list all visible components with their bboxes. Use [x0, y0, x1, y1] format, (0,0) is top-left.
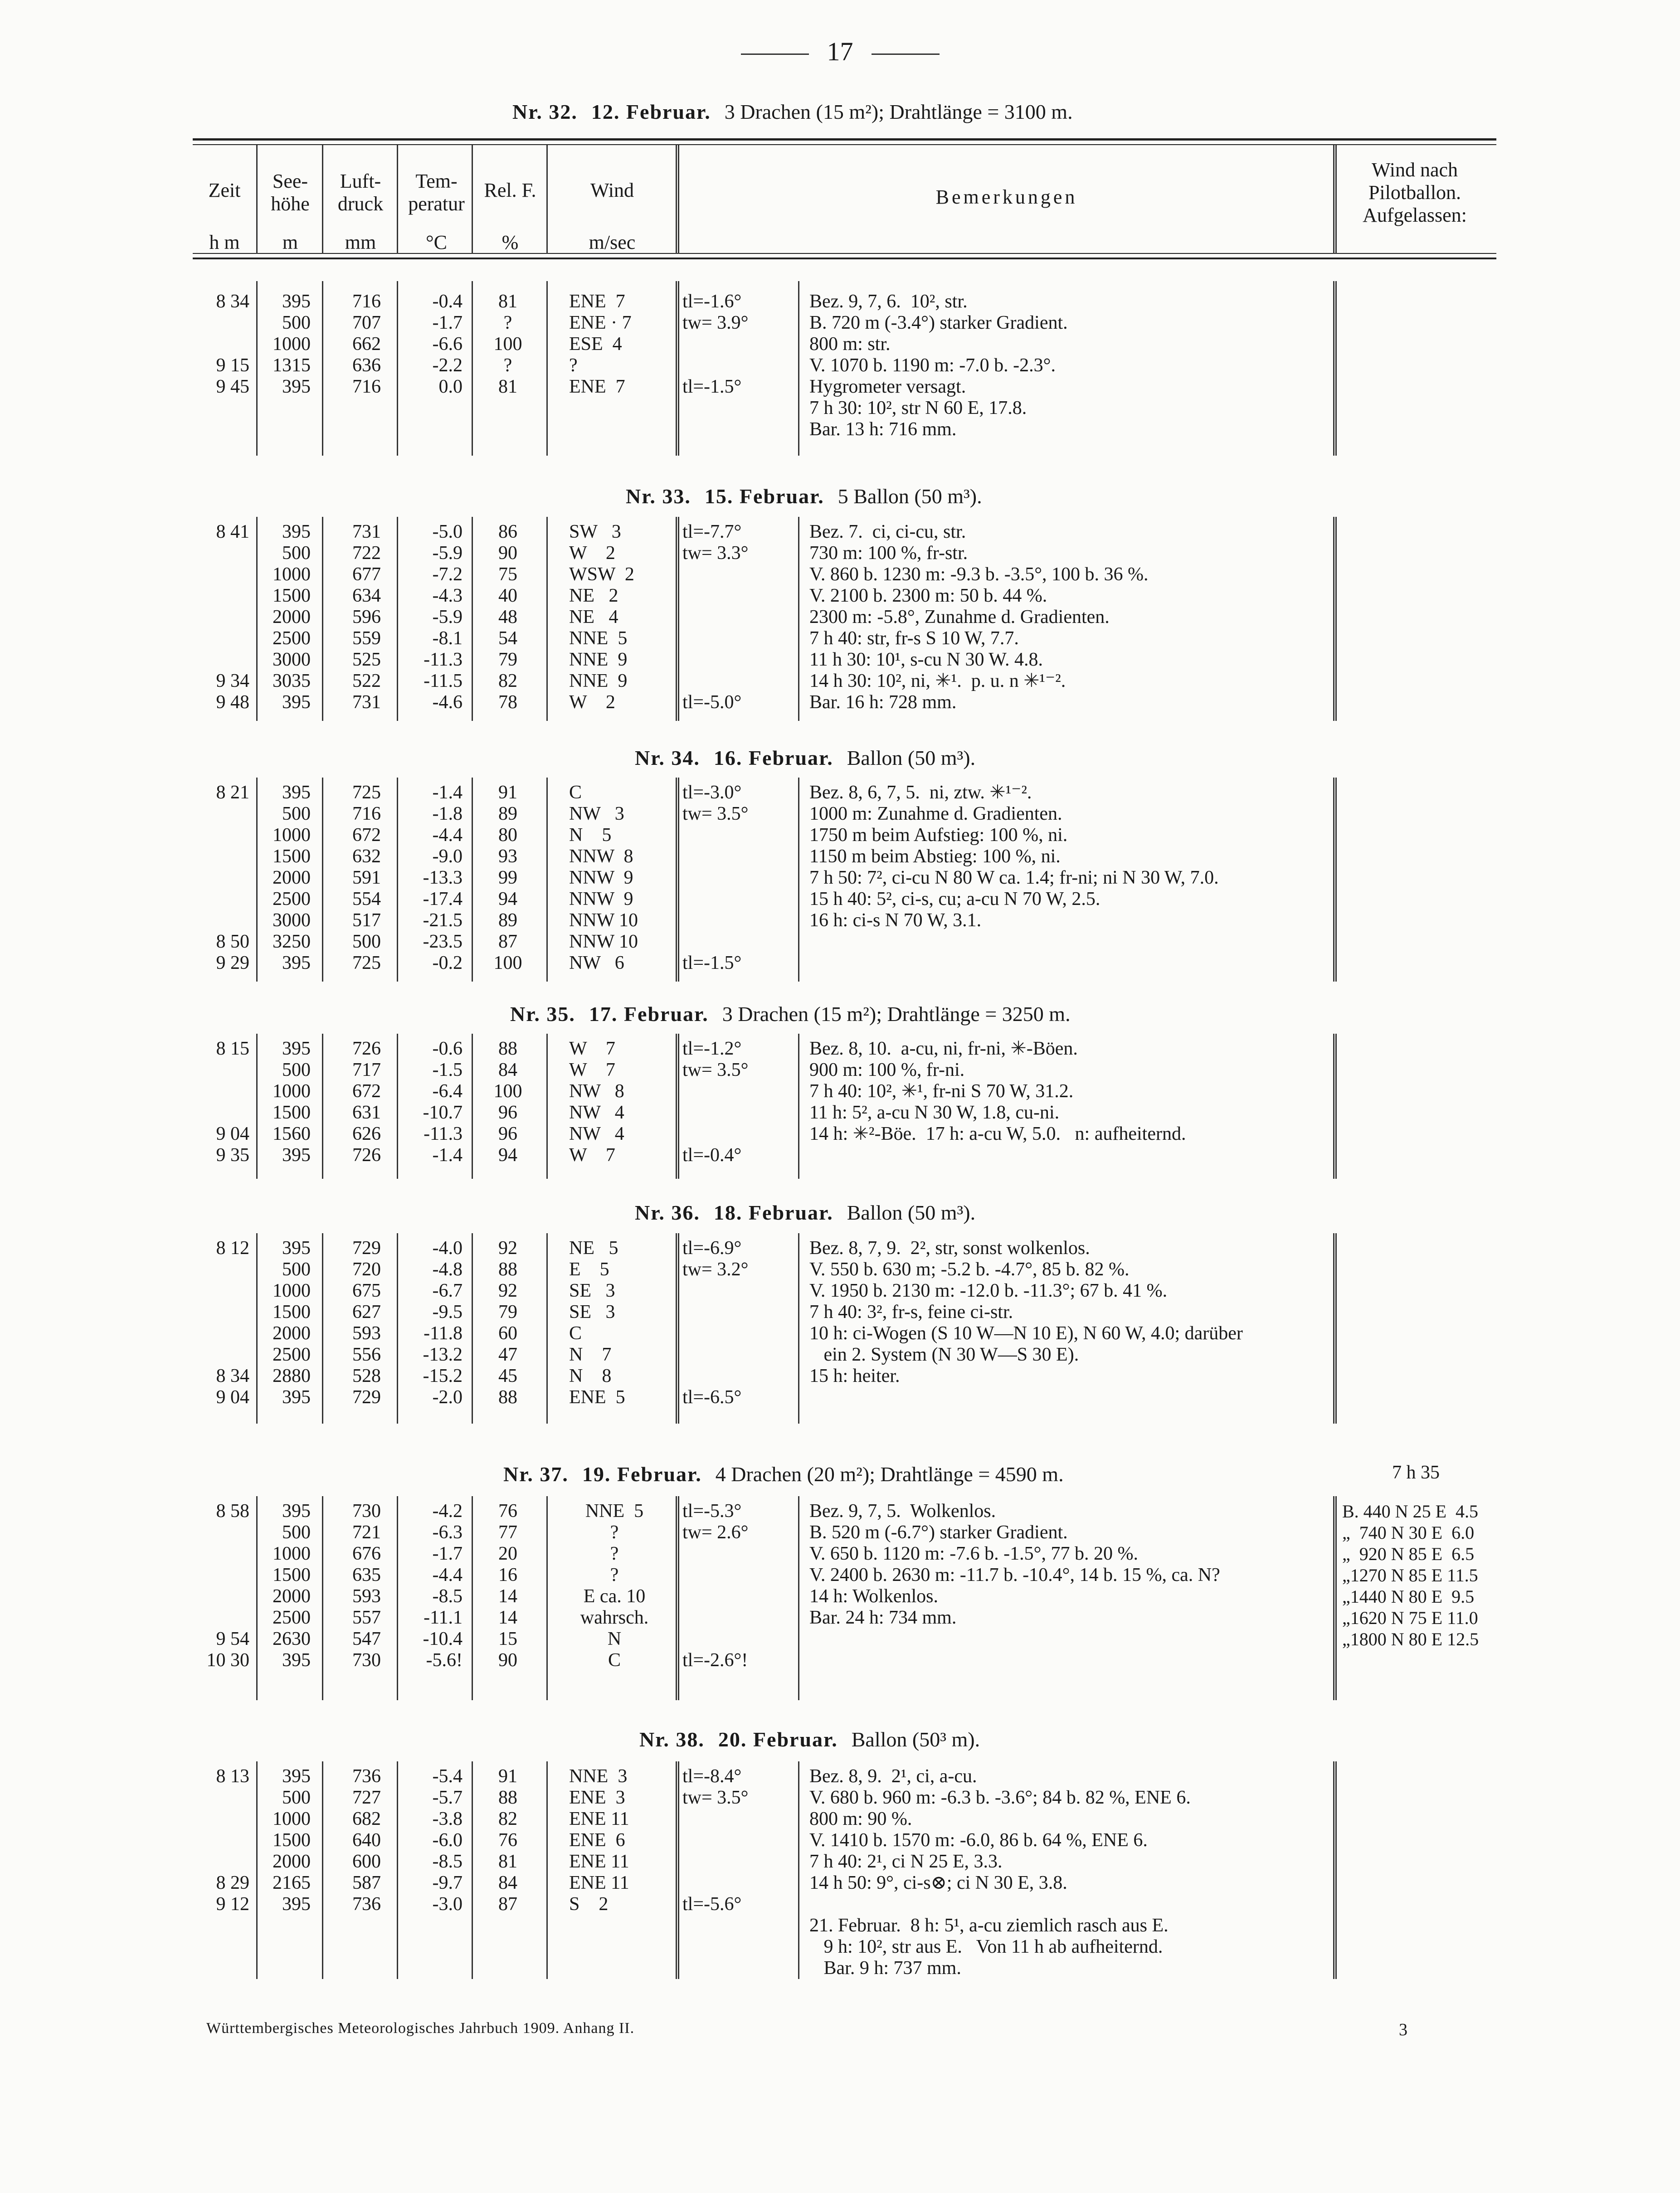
- col-divider: [546, 1761, 548, 1979]
- wind-column: NE 5 E 5 SE 3 SE 3 C N 7 N 8 ENE 5: [569, 1238, 625, 1408]
- bemerkungen-column: Bez. 7. ci, ci-cu, str. 730 m: 100 %, fr-str. V. 860 b. 1230 m: -9.3 b. -3.5°, 100 b. 36 %. V. 2100 b. 2300 m: 50 b. 44 %. 2300 m: -5.8°, Zunahme d. Gradienten. 7 h 40: str, fr-s S 10 W, 7.7. 11 h 30: 10¹, s-cu N 30 W. 4.8. 14 h 30: 10², ni, ✳¹. p. u. n ✳¹⁻². Bar. 16 h: 728 mm.: [809, 521, 1149, 713]
- header-wind-unit: m/sec: [589, 231, 636, 253]
- col-divider: [397, 1496, 398, 1700]
- header-bemerkungen: Bemerkungen: [935, 186, 1078, 208]
- pilotballon-column: B. 440 N 25 E 4.5 „ 740 N 30 E 6.0 „ 920 N 85 E 6.5 „1270 N 85 E 11.5 „1440 N 80 E 9.5 „1620 N 75 E 11.0 „1800 N 80 E 12.5: [1342, 1501, 1479, 1649]
- col-divider: [256, 1761, 258, 1979]
- bemerkungen-column: Bez. 8, 6, 7, 5. ni, ztw. ✳¹⁻². 1000 m: Zunahme d. Gradienten. 1750 m beim Aufstieg: 100 %, ni. 1150 m beim Abstieg: 100 %, ni. 7 h 50: 7², ci-cu N 80 W ca. 1.4; fr-ni; ni N 30 W, 7.0. 15 h 40: 5², ci-s, cu; a-cu N 70 W, 2.5. 16 h: ci-s N 70 W, 3.1.: [809, 782, 1219, 931]
- col-divider: [798, 1034, 799, 1179]
- wind-column: NNE 5 ? ? ? E ca. 10 wahrsch. N C: [580, 1501, 649, 1671]
- relf-column: 88 84 100 96 96 94: [493, 1038, 522, 1166]
- wind-column: W 7 W 7 NW 8 NW 4 NW 4 W 7: [569, 1038, 624, 1166]
- temperatur-column: -5.4 -5.7 -3.8 -6.0 -8.5 -9.7 -3.0: [432, 1766, 463, 1915]
- luftdruck-column: 736 727 682 640 600 587 736: [352, 1766, 381, 1915]
- bemerkungen-column: Bez. 9, 7, 6. 10², str. B. 720 m (-3.4°) starker Gradient. 800 m: str. V. 1070 b. 1190 m: -7.0 b. -2.3°. Hygrometer versagt. 7 h 30: 10², str N 60 E, 17.8. Bar. 13 h: 716 mm.: [809, 291, 1068, 440]
- thermometer-column: tl=-7.7° tw= 3.3° tl=-5.0°: [682, 521, 749, 713]
- header-divider: [676, 145, 682, 254]
- header-bottom-rule: [193, 258, 1496, 259]
- thermometer-column: tl=-1.2° tw= 3.5° tl=-0.4°: [682, 1038, 749, 1166]
- relf-column: 81 ? 100 ? 81: [493, 291, 522, 397]
- temperatur-column: -1.4 -1.8 -4.4 -9.0 -13.3 -17.4 -21.5 -23.5 -0.2: [423, 782, 463, 973]
- luftdruck-column: 730 721 676 635 593 557 547 730: [352, 1501, 381, 1671]
- col-divider: [676, 1496, 682, 1700]
- relf-column: 76 77 20 16 14 14 15 90: [498, 1501, 517, 1671]
- section-title-33: Nr. 33. 15. Februar. 5 Ballon (50 m³).: [626, 485, 982, 508]
- col-divider: [798, 778, 799, 982]
- col-divider: [1333, 517, 1339, 721]
- col-divider: [798, 1496, 799, 1700]
- header-zeit-unit: h m: [209, 231, 240, 253]
- col-divider: [322, 517, 323, 721]
- col-divider: [798, 281, 799, 456]
- col-divider: [256, 778, 258, 982]
- col-divider: [798, 1233, 799, 1424]
- col-divider: [472, 1233, 473, 1424]
- seehoehe-column: 395 500 1000 1315 395: [273, 291, 311, 397]
- header-luftdruck: Luft- druck: [337, 170, 384, 215]
- wind-column: NNE 3 ENE 3 ENE 11 ENE 6 ENE 11 ENE 11 S 2: [569, 1766, 629, 1915]
- col-divider: [322, 1496, 323, 1700]
- col-divider: [472, 281, 473, 456]
- col-divider: [546, 281, 548, 456]
- col-divider: [472, 1761, 473, 1979]
- luftdruck-column: 716 707 662 636 716: [352, 291, 381, 397]
- col-divider: [472, 1034, 473, 1179]
- seehoehe-column: 395 500 1000 1500 1560 395: [273, 1038, 311, 1166]
- temperatur-column: -4.2 -6.3 -1.7 -4.4 -8.5 -11.1 -10.4 -5.6!: [423, 1501, 463, 1671]
- zeit-column: 8 12 8 34 9 04: [216, 1238, 249, 1408]
- temperatur-column: -5.0 -5.9 -7.2 -4.3 -5.9 -8.1 -11.3 -11.5 -4.6: [424, 521, 463, 713]
- header-wind: Wind: [590, 179, 634, 201]
- col-divider: [676, 778, 682, 982]
- col-divider: [472, 778, 473, 982]
- col-divider: [397, 517, 398, 721]
- zeit-column: 8 41 9 34 9 48: [216, 521, 249, 713]
- col-divider: [397, 1034, 398, 1179]
- col-divider: [1333, 1233, 1339, 1424]
- seehoehe-column: 395 500 1000 1500 2000 2500 2880 395: [273, 1238, 311, 1408]
- header-divider: [546, 145, 548, 254]
- col-divider: [322, 1233, 323, 1424]
- luftdruck-column: 729 720 675 627 593 556 528 729: [352, 1238, 381, 1408]
- col-divider: [676, 1761, 682, 1979]
- col-divider: [256, 281, 258, 456]
- header-zeit: Zeit: [208, 179, 241, 201]
- zeit-column: 8 13 8 29 9 12: [216, 1766, 249, 1915]
- thermometer-column: tl=-3.0° tw= 3.5° tl=-1.5°: [682, 782, 749, 973]
- col-divider: [676, 281, 682, 456]
- pilot-time: 7 h 35: [1392, 1462, 1440, 1483]
- col-divider: [322, 778, 323, 982]
- wind-column: ENE 7 ENE · 7 ESE 4 ? ENE 7: [569, 291, 632, 397]
- col-divider: [397, 1233, 398, 1424]
- col-divider: [676, 517, 682, 721]
- wind-column: SW 3 W 2 WSW 2 NE 2 NE 4 NNE 5 NNE 9 NNE 9 W 2: [569, 521, 634, 713]
- col-divider: [256, 517, 258, 721]
- col-divider: [256, 1034, 258, 1179]
- header-top-rule: [193, 138, 1496, 141]
- section-title-32: Nr. 32. 12. Februar. 3 Drachen (15 m²); Drahtlänge = 3100 m.: [512, 100, 1073, 123]
- header-relf: Rel. F.: [484, 179, 536, 201]
- col-divider: [1333, 281, 1339, 456]
- zeit-column: 8 58 9 54 10 30: [206, 1501, 249, 1671]
- section-title-36: Nr. 36. 18. Februar. Ballon (50 m³).: [635, 1201, 976, 1224]
- col-divider: [546, 1233, 548, 1424]
- header-relf-unit: %: [502, 231, 519, 253]
- col-divider: [546, 517, 548, 721]
- header-divider: [256, 145, 258, 254]
- header-luftdruck-unit: mm: [345, 231, 376, 253]
- zeit-column: 8 34 9 15 9 45: [216, 291, 249, 397]
- relf-column: 92 88 92 79 60 47 45 88: [498, 1238, 517, 1408]
- header-seehoehe-unit: m: [282, 231, 298, 253]
- luftdruck-column: 726 717 672 631 626 726: [352, 1038, 381, 1166]
- header-pilotballon: Wind nach Pilotballon. Aufgelassen:: [1363, 159, 1467, 226]
- seehoehe-column: 395 500 1000 1500 2000 2500 2630 395: [273, 1501, 311, 1671]
- col-divider: [1333, 1034, 1339, 1179]
- col-divider: [256, 1233, 258, 1424]
- wind-column: C NW 3 N 5 NNW 8 NNW 9 NNW 9 NNW 10 NNW 10 NW 6: [569, 782, 638, 973]
- col-divider: [256, 1496, 258, 1700]
- header-divider: [1333, 145, 1339, 254]
- col-divider: [322, 1761, 323, 1979]
- col-divider: [322, 281, 323, 456]
- header-divider: [322, 145, 323, 254]
- col-divider: [546, 1034, 548, 1179]
- col-divider: [472, 1496, 473, 1700]
- luftdruck-column: 731 722 677 634 596 559 525 522 731: [352, 521, 381, 713]
- section-title-35: Nr. 35. 17. Februar. 3 Drachen (15 m²); Drahtlänge = 3250 m.: [510, 1002, 1071, 1026]
- header-divider: [472, 145, 473, 254]
- temperatur-column: -0.6 -1.5 -6.4 -10.7 -11.3 -1.4: [423, 1038, 463, 1166]
- bemerkungen-column: Bez. 8, 9. 2¹, ci, a-cu. V. 680 b. 960 m: -6.3 b. -3.6°; 84 b. 82 %, ENE 6. 800 m: 90 %. V. 1410 b. 1570 m: -6.0, 86 b. 64 %, ENE 6. 7 h 40: 2¹, ci N 25 E, 3.3. 14 h 50: 9°, ci-s⊗; ci N 30 E, 3.8. 21. Februar. 8 h: 5¹, a-cu ziemlich rasch aus E. 9 h: 10², str aus E. Von 11 h ab aufheiternd. Bar. 9 h: 737 mm.: [809, 1766, 1191, 1979]
- col-divider: [676, 1233, 682, 1424]
- page-number: 17: [0, 36, 1680, 67]
- header-temperatur-unit: °C: [426, 231, 447, 253]
- col-divider: [472, 517, 473, 721]
- col-divider: [397, 778, 398, 982]
- footer-citation: Württembergisches Meteorologisches Jahrbuch 1909. Anhang II.: [206, 2020, 635, 2037]
- bemerkungen-column: Bez. 9, 7, 5. Wolkenlos. B. 520 m (-6.7°) starker Gradient. V. 650 b. 1120 m: -7.6 b. -1.5°, 77 b. 20 %. V. 2400 b. 2630 m: -11.7 b. -10.4°, 14 b. 15 %, ca. N? 14 h: Wolkenlos. Bar. 24 h: 734 mm.: [809, 1501, 1220, 1628]
- col-divider: [322, 1034, 323, 1179]
- col-divider: [676, 1034, 682, 1179]
- col-divider: [798, 1761, 799, 1979]
- header-divider: [397, 145, 398, 254]
- zeit-column: 8 21 8 50 9 29: [216, 782, 249, 973]
- col-divider: [546, 778, 548, 982]
- bemerkungen-column: Bez. 8, 10. a-cu, ni, fr-ni, ✳-Böen. 900 m: 100 %, fr-ni. 7 h 40: 10², ✳¹, fr-ni S 70 W, 31.2. 11 h: 5², a-cu N 30 W, 1.8, cu-ni. 14 h: ✳²-Böe. 17 h: a-cu W, 5.0. n: aufheiternd.: [809, 1038, 1186, 1144]
- temperatur-column: -0.4 -1.7 -6.6 -2.2 0.0: [432, 291, 463, 397]
- header-top-rule-thin: [193, 144, 1496, 145]
- col-divider: [397, 1761, 398, 1979]
- section-title-34: Nr. 34. 16. Februar. Ballon (50 m³).: [635, 746, 976, 769]
- relf-column: 91 88 82 76 81 84 87: [498, 1766, 517, 1915]
- col-divider: [798, 517, 799, 721]
- luftdruck-column: 725 716 672 632 591 554 517 500 725: [352, 782, 381, 973]
- thermometer-column: tl=-1.6° tw= 3.9° tl=-1.5°: [682, 291, 749, 397]
- temperatur-column: -4.0 -4.8 -6.7 -9.5 -11.8 -13.2 -15.2 -2.0: [423, 1238, 463, 1408]
- col-divider: [546, 1496, 548, 1700]
- relf-column: 86 90 75 40 48 54 79 82 78: [498, 521, 517, 713]
- section-title-37: Nr. 37. 19. Februar. 4 Drachen (20 m²); Drahtlänge = 4590 m.: [503, 1463, 1064, 1486]
- col-divider: [397, 281, 398, 456]
- thermometer-column: tl=-6.9° tw= 3.2° tl=-6.5°: [682, 1238, 749, 1408]
- col-divider: [1333, 1496, 1339, 1700]
- thermometer-column: tl=-5.3° tw= 2.6° tl=-2.6°!: [682, 1501, 749, 1671]
- header-temperatur: Tem- peratur: [408, 170, 465, 215]
- thermometer-column: tl=-8.4° tw= 3.5° tl=-5.6°: [682, 1766, 749, 1915]
- section-title-38: Nr. 38. 20. Februar. Ballon (50³ m).: [639, 1728, 980, 1751]
- header-seehoehe: See- höhe: [271, 170, 310, 215]
- seehoehe-column: 395 500 1000 1500 2000 2500 3000 3250 395: [273, 782, 311, 973]
- bemerkungen-column: Bez. 8, 7, 9. 2², str, sonst wolkenlos. V. 550 b. 630 m; -5.2 b. -4.7°, 85 b. 82 %. V. 1950 b. 2130 m: -12.0 b. -11.3°; 67 b. 41 %. 7 h 40: 3², fr-s, feine ci-str. 10 h: ci-Wogen (S 10 W—N 10 E), N 60 W, 4.0; darüber ein 2. System (N 30 W—S 30 E). 15 h: heiter.: [809, 1238, 1243, 1386]
- signature-mark: 3: [1399, 2020, 1407, 2039]
- seehoehe-column: 395 500 1000 1500 2000 2500 3000 3035 395: [273, 521, 311, 713]
- seehoehe-column: 395 500 1000 1500 2000 2165 395: [273, 1766, 311, 1915]
- zeit-column: 8 15 9 04 9 35: [216, 1038, 249, 1166]
- relf-column: 91 89 80 93 99 94 89 87 100: [493, 782, 522, 973]
- col-divider: [1333, 778, 1339, 982]
- col-divider: [1333, 1761, 1339, 1979]
